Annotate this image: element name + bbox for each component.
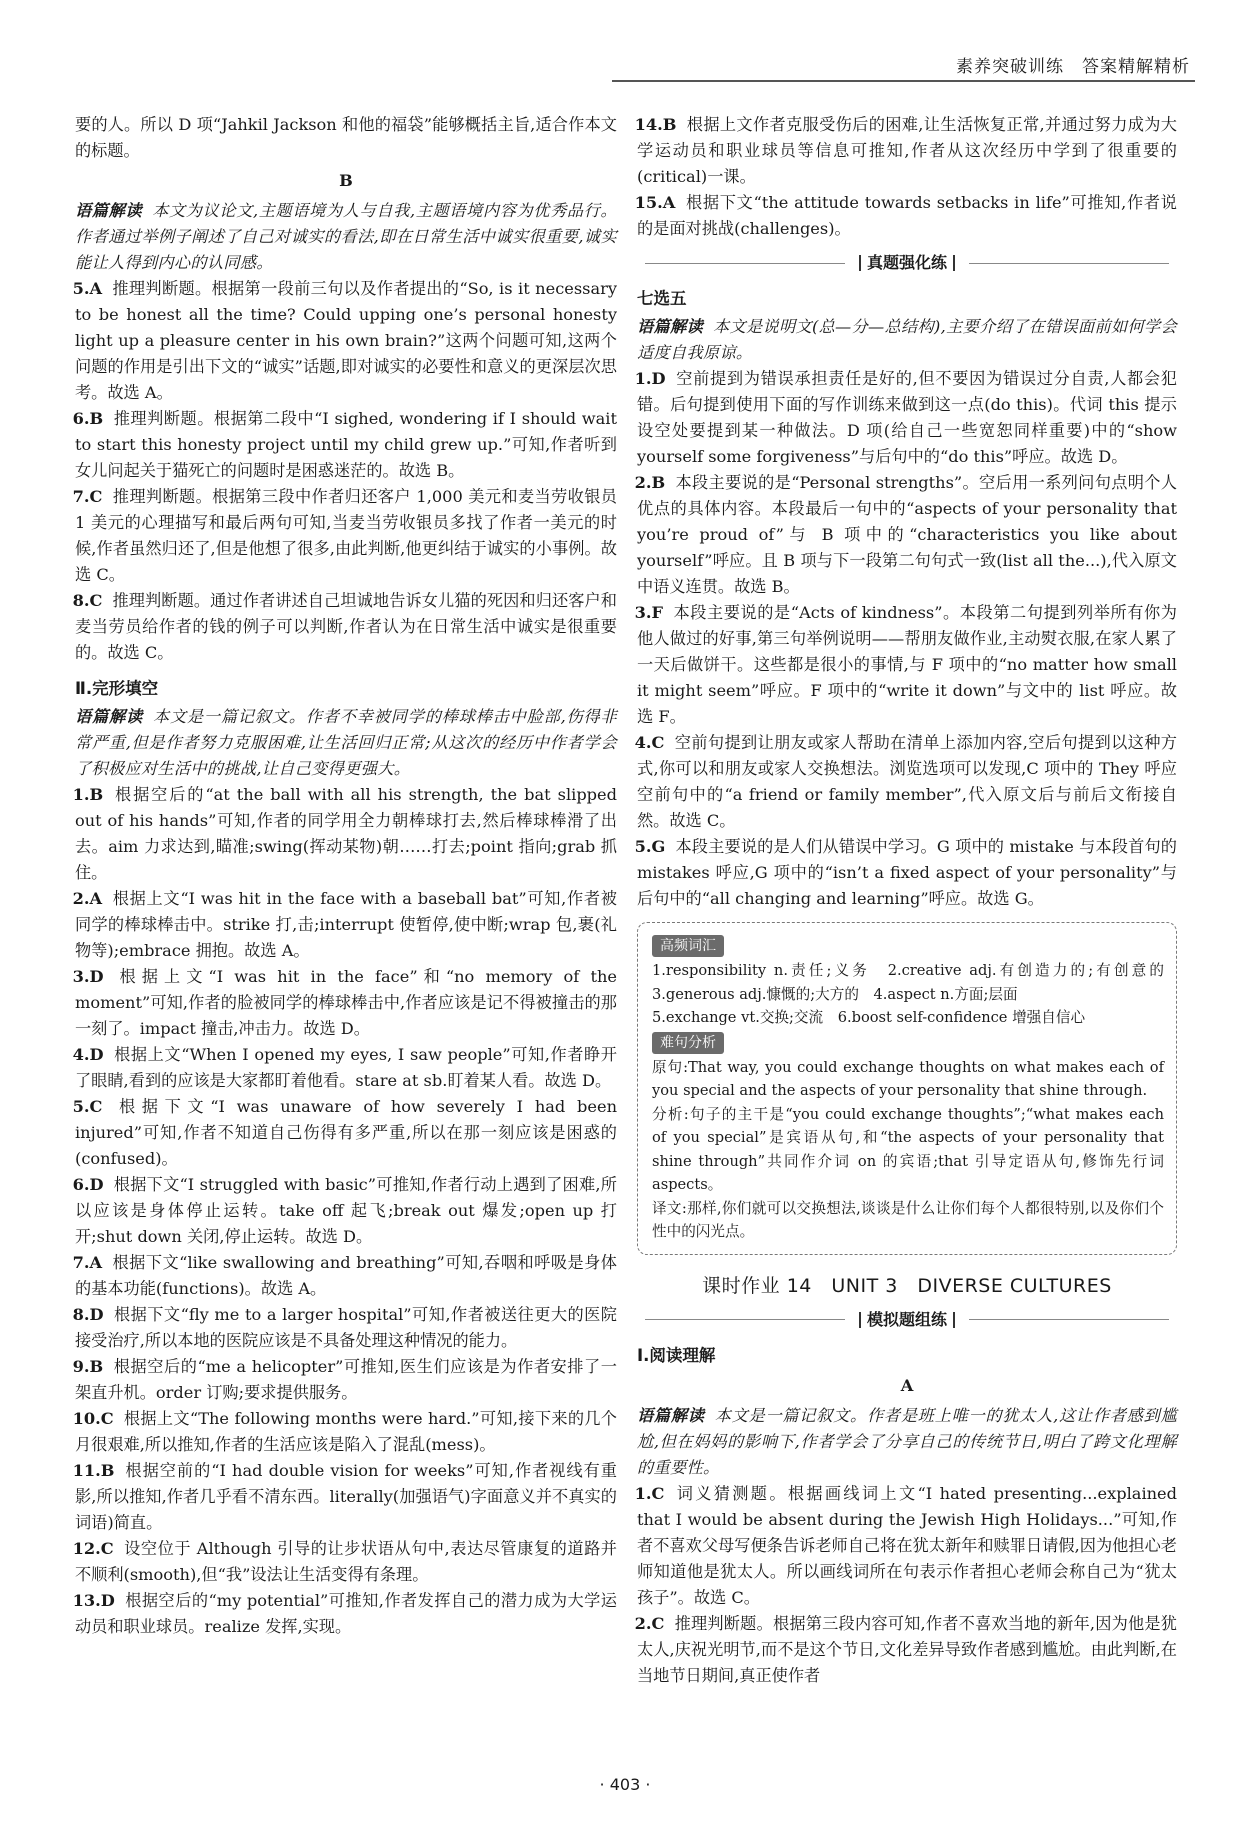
answer-item: 6.B 推理判断题。根据第二段中“I sighed, wondering if I should wait to start this honesty project until my child grew up.”可知,作者听到女儿问起关于猫死亡的问题时是困惑迷茫的。故选 B。 [72,409,617,480]
answer-item: 10.C 根据上文“The following months were hard.”可知,接下来的几个月很艰难,所以推知,作者的生活应该是陷入了混乱(mess)。 [72,1409,617,1454]
sentence-analysis: 分析:句子的主干是“you could exchange thoughts”;“what makes each of you special”是宾语从句,和“the aspects of your personality that shine through”共同作介词 on 的宾语;that 引导定语从句,修饰先行词 aspects。 [652,1105,1164,1193]
header-rule [612,80,1195,82]
reading-analysis-b: 语篇解读 本文为议论文,主题语境为人与自我,主题语境内容为优秀品行。作者通过举例子阐述了自己对诚实的看法,即在日常生活中诚实很重要,诚实能让人得到内心的认同感。 [75,201,617,272]
section-seven-choose-five-heading: 七选五 [637,289,687,308]
section-a-heading: A [900,1375,914,1395]
original-sentence: 原句:That way, you could exchange thoughts on what makes each of you special and the aspects of your personality that shine through. [652,1058,1164,1099]
left-column [72,112,618,1640]
answer-item: 2.A 根据上文“I was hit in the face with a baseball bat”可知,作者被同学的棒球棒击中。strike 打,击;interrupt 使暂停,使中断;wrap 包,裹(礼物等);embrace 拥抱。故选 A。 [72,889,617,960]
answer-item: 14.B 根据上文作者克服受伤后的困难,让生活恢复正常,并通过努力成为大学运动员和职业球员等信息可推知,作者从这次经历中学到了很重要的(critical)一课。 [634,115,1177,186]
answer-item: 1.D 空前提到为错误承担责任是好的,但不要因为错误过分自责,人都会犯错。后句提到使用下面的写作训练来做到这一点(do this)。代词 this 提示设空处要提到某一种做法。D 项(给自己一些宽恕同样重要)中的“show yourself some forgiveness”与后句中的“do this”呼应。故选 D。 [634,369,1177,466]
reading-analysis-a: 语篇解读 本文是一篇记叙文。作者是班上唯一的犹太人,这让作者感到尴尬,但在妈妈的影响下,作者学会了分享自己的传统节日,明白了跨文化理解的重要性。 [637,1405,1177,1477]
answer-item: 12.C 设空位于 Although 引导的让步状语从句中,表达尽管康复的道路并不顺利(smooth),但“我”设法让生活变得有条理。 [72,1539,617,1584]
reading-label: 语篇解读 [75,201,143,220]
answer-item: 2.C 推理判断题。根据第三段内容可知,作者不喜欢当地的新年,因为他是犹太人,庆祝光明节,而不是这个节日,文化差异导致作者感到尴尬。由此判断,在当地节日期间,真正使作者 [634,1613,1177,1685]
section-divider-practice: 真题强化练 [637,250,1177,276]
right-column [634,112,1179,1689]
answer-item: 1.B 根据空后的“at the ball with all his strength, the bat slipped out of his hands”可知,作者的同学用全力朝棒球打去,然后棒球棒滑了出去。aim 力求达到,瞄准;swing(挥动某物)朝……打去;point 指向;grab 抓住。 [72,785,617,882]
answer-item: 7.C 推理判断题。根据第三段中作者归还客户 1,000 美元和麦当劳收银员 1 美元的心理描写和最后两句可知,当麦当劳收银员多找了作者一美元的时候,作者虽然归还了,但是他想了很多,由此判断,他更纠结于诚实的小事例。故选 C。 [72,487,617,584]
answer-item: 6.D 根据下文“I struggled with basic”可推知,作者行动上遇到了困难,所以应该是身体停止运转。take off 起飞;break out 爆发;open up 打开;shut down 关闭,停止运转。故选 D。 [72,1175,617,1246]
answer-item: 8.C 推理判断题。通过作者讲述自己坦诚地告诉女儿猫的死因和归还客户和麦当劳员给作者的钱的例子可以判断,作者认为在日常生活中诚实是很重要的。故选 C。 [72,591,617,662]
page-number: · 403 · [599,1775,651,1794]
answer-item: 5.C 根据下文“I was unaware of how severely I had been injured”可知,作者不知道自己伤得有多严重,所以在那一刻应该是困惑的(confused)。 [72,1097,617,1168]
vocab-line: 1.responsibility n.责任;义务 2.creative adj.有创造力的;有创意的 3.generous adj.慷慨的;大方的 4.aspect n.方面;层面 [652,962,1179,1003]
answer-item: 3.D 根据上文“I was hit in the face”和“no memory of the moment”可知,作者的脸被同学的棒球棒击中,作者应该是记不得被撞击的那一刻了。impact 撞击,冲击力。故选 D。 [72,967,617,1038]
intro-paragraph: 要的人。所以 D 项“Jahkil Jackson 和他的福袋”能够概括主旨,适合作本文的标题。 [75,115,617,160]
answer-item: 11.B 根据空前的“I had double vision for weeks”可知,作者视线有重影,所以推知,作者几乎看不清东西。literally(加强语气)字面意义并不真实的词语)简直。 [72,1461,617,1532]
sentence-translation: 译文:那样,你们就可以交换想法,谈谈是什么让你们每个人都很特别,以及你们个性中的闪光点。 [652,1199,1164,1240]
answer-item: 4.C 空前句提到让朋友或家人帮助在清单上添加内容,空后句提到以这种方式,你可以和朋友或家人交换想法。浏览选项可以发现,C 项中的 They 呼应空前句中的“a friend or family member”,代入原文后与前后文衔接自然。故选 C。 [634,733,1177,830]
answer-item: 5.G 本段主要说的是人们从错误中学习。G 项中的 mistake 与本段首句的 mistakes 呼应,G 项中的“isn’t a fixed aspect of your personality”与后句中的“all changing and learning”呼应。故选 G。 [634,837,1177,908]
page-header: 素养突破训练 答案精解精析 [956,57,1190,77]
difficult-sentence-tag: 难句分析 [652,1032,724,1054]
answer-item: 7.A 根据下文“like swallowing and breathing”可知,吞咽和呼吸是身体的基本功能(functions)。故选 A。 [72,1253,617,1298]
answer-item: 2.B 本段主要说的是“Personal strengths”。空后用一系列问句点明个人优点的具体内容。本段最后一句中的“aspects of your personality that you’re proud of”与 B 项中的“characteristics you like about yourself”呼应。且 B 项与下一段第二句句式一致(list all the...),代入原文中语义连贯。故选 B。 [634,473,1177,596]
answer-item: 4.D 根据上文“When I opened my eyes, I saw people”可知,作者睁开了眼睛,看到的应该是大家都盯着他看。stare at sb.盯着某人看。故选 D。 [72,1045,617,1090]
answer-item: 15.A 根据下文“the attitude towards setbacks in life”可推知,作者说的是面对挑战(challenges)。 [634,193,1177,238]
answer-item: 3.F 本段主要说的是“Acts of kindness”。本段第二句提到列举所有你为他人做过的好事,第三句举例说明——帮朋友做作业,主动熨衣服,在家人累了一天后做饼干。这些都是很小的事情,与 F 项中的“no matter how small it might seem”呼应。F 项中的“write it down”与文中的 list 呼应。故选 F。 [634,603,1177,726]
section-reading-heading: Ⅰ.阅读理解 [637,1345,716,1365]
vocab-tag: 高频词汇 [652,935,724,957]
answer-item: 8.D 根据下文“fly me to a larger hospital”可知,作者被送往更大的医院接受治疗,所以本地的医院应该是不具备处理这种情况的能力。 [72,1305,617,1350]
section-cloze-heading: Ⅱ.完形填空 [75,679,159,698]
answer-item: 13.D 根据空后的“my potential”可推知,作者发挥自己的潜力成为大学运动员和职业球员。realize 发挥,实现。 [72,1591,617,1636]
unit-title: 课时作业 14 UNIT 3 DIVERSE CULTURES [702,1274,1112,1297]
answer-item: 1.C 词义猜测题。根据画线词上文“I hated presenting...explained that I would be absent during the Jewish High Holidays...”可知,作者不喜欢父母写便条告诉老师自己将在犹太新年和赎罪日请假,因为他担心老师知道他是犹太人。所以画线词所在句表示作者担心老师会称自己为“犹太孩子”。故选 C。 [634,1483,1177,1607]
reading-analysis-cloze: 语篇解读 本文是一篇记叙文。作者不幸被同学的棒球棒击中脸部,伤得非常严重,但是作者努力克服困难,让生活回归正常;从这次的经历中作者学会了积极应对生活中的挑战,让自己变得更强大。 [75,707,618,778]
vocab-box [637,922,1177,1255]
section-b-heading: B [339,171,353,190]
vocab-line: 5.exchange vt.交换;交流 6.boost self-confidence 增强自信心 [652,1009,1086,1026]
answer-item: 9.B 根据空后的“me a helicopter”可推知,医生们应该是为作者安排了一架直升机。order 订购;要求提供服务。 [72,1357,617,1402]
answer-item: 5.A 推理判断题。根据第一段前三句以及作者提出的“So, is it necessary to be honest all the time? Could upping one’s personal honesty light up a pleasure center in his own brain?”这两个问题可知,这两个问题的作用是引出下文的“诚实”话题,即对诚实的必要性和意义的更深层次思考。故选 A。 [72,279,617,402]
section-divider-mock: 模拟题组练 [637,1307,1177,1333]
reading-analysis-7c5: 语篇解读 本文是说明文(总—分—总结构),主要介绍了在错误面前如何学会适度自我原谅。 [637,317,1177,362]
